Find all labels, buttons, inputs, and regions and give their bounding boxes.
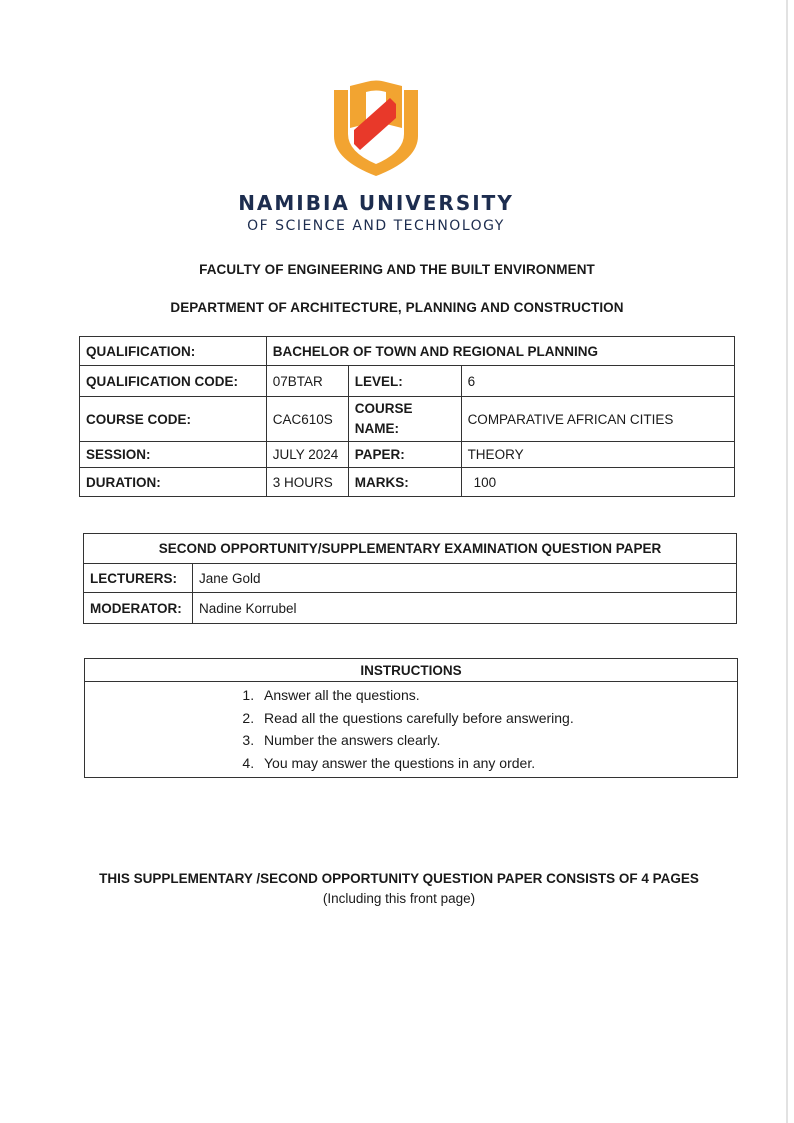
moderator-value: Nadine Korrubel xyxy=(192,593,736,624)
course-name-value: COMPARATIVE AFRICAN CITIES xyxy=(461,397,734,442)
lecturers-value: Jane Gold xyxy=(192,564,736,593)
page-edge xyxy=(786,0,788,1123)
duration-value: 3 HOURS xyxy=(266,468,348,497)
department-heading: DEPARTMENT OF ARCHITECTURE, PLANNING AND CONSTRUCTION xyxy=(170,300,624,315)
lecturers-label: LECTURERS: xyxy=(84,564,193,593)
marks-label: MARKS: xyxy=(348,468,461,497)
qualification-code-label: QUALIFICATION CODE: xyxy=(80,366,267,397)
level-value: 6 xyxy=(461,366,734,397)
exam-details-table xyxy=(83,533,737,624)
instructions-table xyxy=(84,658,738,778)
instruction-item: 2. Read all the questions carefully before answering. xyxy=(258,707,737,730)
paper-value: THEORY xyxy=(461,442,734,468)
marks-value: 100 xyxy=(461,468,734,497)
page-count-note: THIS SUPPLEMENTARY /SECOND OPPORTUNITY QUESTION PAPER CONSISTS OF 4 PAGES xyxy=(99,871,699,886)
course-code-value: CAC610S xyxy=(266,397,348,442)
instructions-title: INSTRUCTIONS xyxy=(85,659,738,682)
course-code-label: COURSE CODE: xyxy=(80,397,267,442)
exam-title: SECOND OPPORTUNITY/SUPPLEMENTARY EXAMINATION QUESTION PAPER xyxy=(84,534,737,564)
session-label: SESSION: xyxy=(80,442,267,468)
duration-label: DURATION: xyxy=(80,468,267,497)
moderator-label: MODERATOR: xyxy=(84,593,193,624)
instructions-list xyxy=(85,682,737,777)
page-count-subnote: (Including this front page) xyxy=(322,891,476,906)
instruction-item: 3. Number the answers clearly. xyxy=(258,729,737,752)
instruction-item: 1. Answer all the questions. xyxy=(258,684,737,707)
course-name-label: COURSE NAME: xyxy=(348,397,461,442)
faculty-heading: FACULTY OF ENGINEERING AND THE BUILT ENVIRONMENT xyxy=(199,262,595,277)
qualification-table xyxy=(79,336,735,497)
university-name: NAMIBIA UNIVERSITY xyxy=(238,191,514,215)
session-value: JULY 2024 xyxy=(266,442,348,468)
instruction-item: 4. You may answer the questions in any order. xyxy=(258,752,737,775)
paper-label: PAPER: xyxy=(348,442,461,468)
qualification-code-value: 07BTAR xyxy=(266,366,348,397)
level-label: LEVEL: xyxy=(348,366,461,397)
qualification-label: QUALIFICATION: xyxy=(80,337,267,366)
university-subtitle: OF SCIENCE AND TECHNOLOGY xyxy=(247,218,505,234)
university-logo xyxy=(330,78,422,178)
qualification-value: BACHELOR OF TOWN AND REGIONAL PLANNING xyxy=(266,337,734,366)
